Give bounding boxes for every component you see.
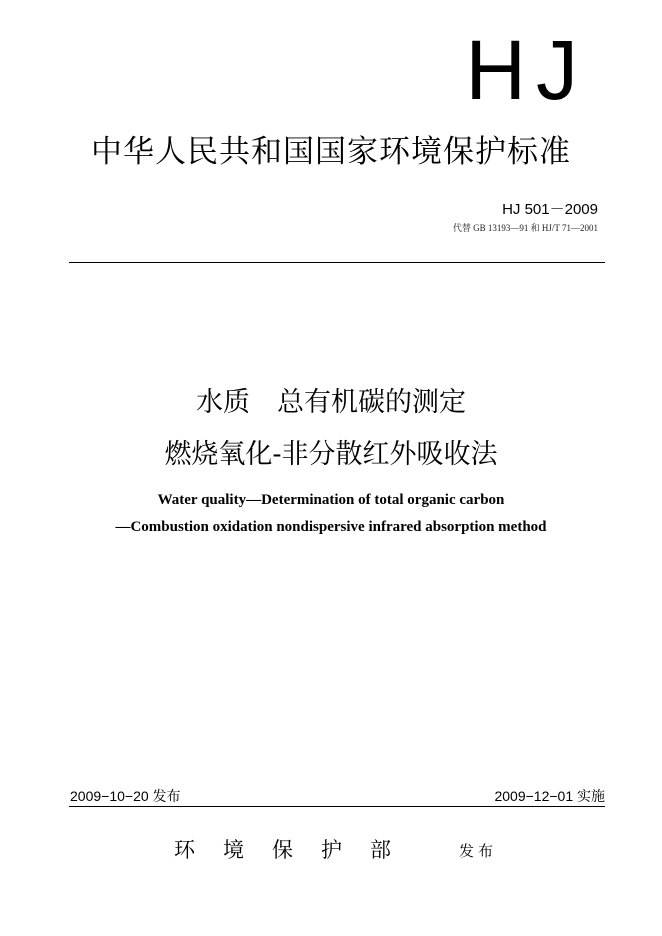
document-title-cn-line1: 水质 总有机碳的测定 bbox=[196, 387, 466, 418]
footer-divider bbox=[69, 806, 605, 807]
replaces-note: 代替 GB 13193—91 和 HJ/T 71—2001 bbox=[452, 223, 598, 233]
publish-label: 发布 bbox=[459, 842, 498, 860]
issue-date: 2009−10−20 发布 bbox=[70, 788, 181, 804]
header-divider bbox=[69, 262, 605, 263]
publisher-name: 环境保护部 bbox=[174, 838, 419, 862]
implementation-date: 2009−12−01 实施 bbox=[494, 788, 605, 804]
standard-category-title: 中华人民共和国国家环境保护标准 bbox=[91, 134, 571, 170]
document-title-en-line2: —Combustion oxidation nondispersive infrared absorption method bbox=[115, 519, 547, 535]
document-title-cn-line2: 燃烧氧化-非分散红外吸收法 bbox=[164, 439, 498, 470]
document-title-en-line1: Water quality—Determination of total organic carbon bbox=[157, 492, 505, 508]
standard-number: HJ 501－2009 bbox=[502, 201, 598, 218]
standard-logo: HJ bbox=[465, 23, 588, 117]
